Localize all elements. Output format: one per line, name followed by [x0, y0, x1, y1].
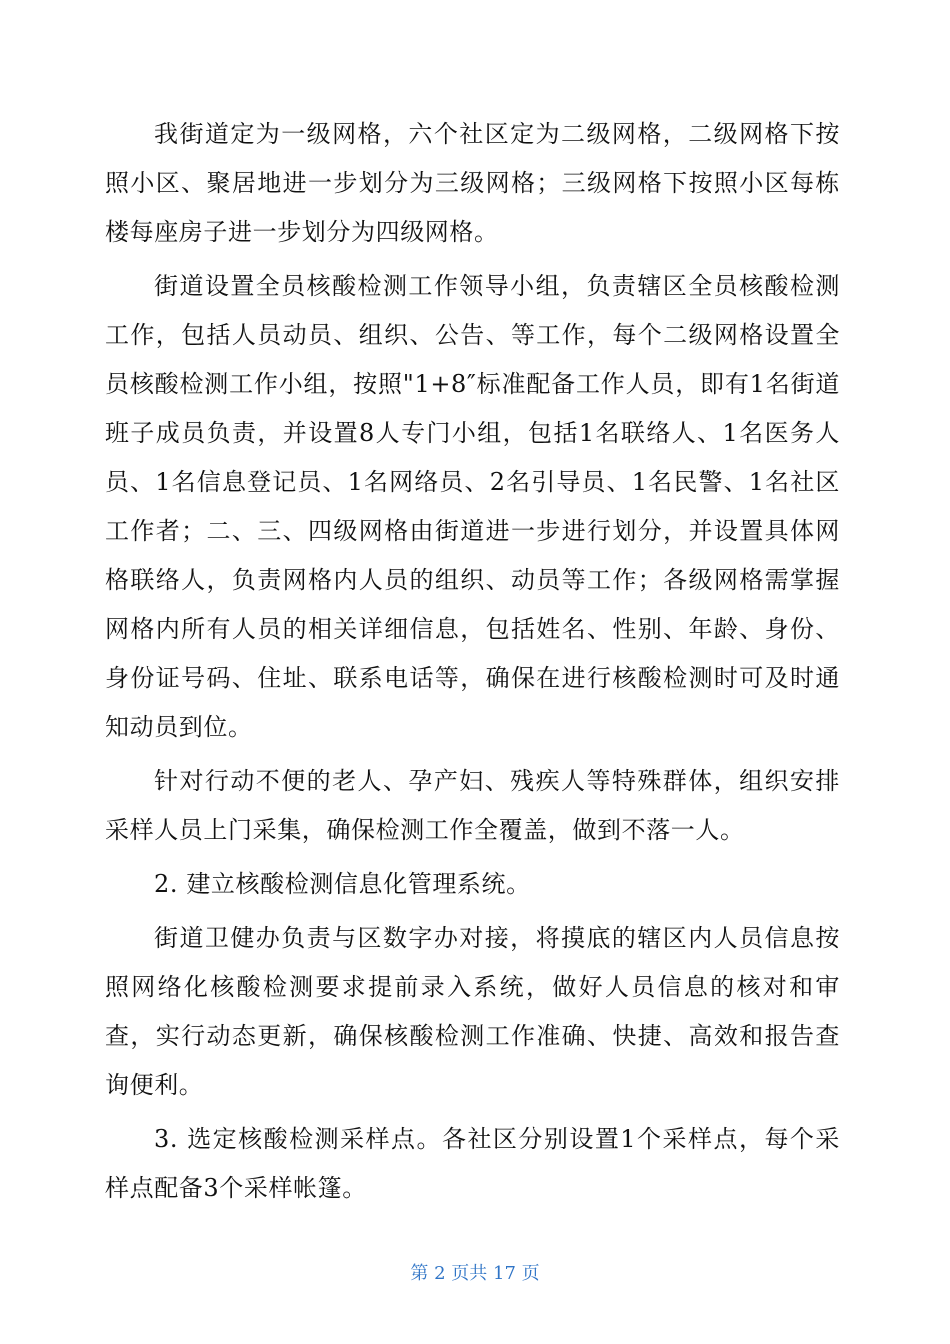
paragraph-grid-levels: 我街道定为一级网格，六个社区定为二级网格，二级网格下按照小区、聚居地进一步划分为三级网格；三级网格下按照小区每栋楼每座房子进一步划分为四级网格。	[105, 120, 840, 246]
paragraph-testing-team: 街道设置全员核酸检测工作领导小组，负责辖区全员核酸检测工作，包括人员动员、组织、公告、等工作，每个二级网格设置全员核酸检测工作小组，按照"1+8″标准配备工作人员，即有1名街道班子成员负责，并设置8人专门小组，包括1名联络人、1名医务人员、1名信息登记员、1名网络员、2名引导员、1名民警、1名社区工作者；二、三、四级网格由街道进一步进行划分，并设置具体网格联络人，负责网格内人员的组织、动员等工作；各级网格需掌握网格内所有人员的相关详细信息，包括姓名、性别、年龄、身份、身份证号码、住址、联系电话等，确保在进行核酸检测时可及时通知动员到位。	[105, 272, 840, 741]
paragraph-heading-info-system: 2. 建立核酸检测信息化管理系统。	[154, 870, 531, 898]
paragraph-info-system: 街道卫健办负责与区数字办对接，将摸底的辖区内人员信息按照网络化核酸检测要求提前录入系统，做好人员信息的核对和审查，实行动态更新，确保核酸检测工作准确、快捷、高效和报告查询便利。	[105, 924, 840, 1099]
page-number-footer: 第 2 页共 17 页	[410, 1263, 540, 1284]
paragraph-special-groups: 针对行动不便的老人、孕产妇、残疾人等特殊群体，组织安排采样人员上门采集，确保检测工作全覆盖，做到不落一人。	[105, 767, 840, 844]
document-body	[105, 110, 840, 1213]
paragraph-sampling-points: 3. 选定核酸检测采样点。各社区分别设置1个采样点，每个采样点配备3个采样帐篷。	[105, 1125, 840, 1202]
